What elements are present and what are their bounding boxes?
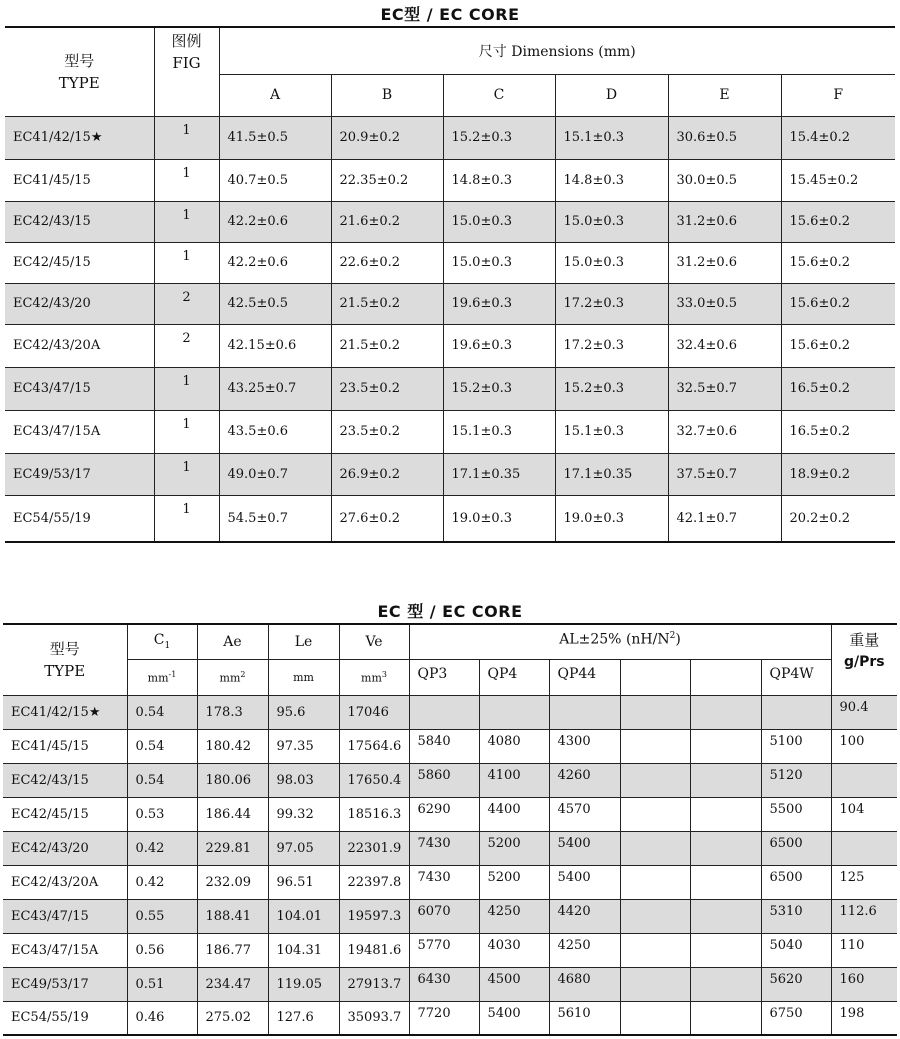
dim-cell: 15.1±0.3 xyxy=(555,410,668,453)
table1-title: EC型 / EC CORE xyxy=(380,5,520,24)
table-row xyxy=(5,116,895,159)
al-cell xyxy=(690,763,761,797)
table-row xyxy=(5,201,895,242)
ve-cell: 22397.8 xyxy=(339,865,409,899)
ae-cell: 186.44 xyxy=(197,797,268,831)
type-cell: EC41/42/15★ xyxy=(3,695,127,729)
dim-cell: 16.5±0.2 xyxy=(781,367,895,410)
dim-cell: 20.9±0.2 xyxy=(331,116,443,159)
fig-cell: 1 xyxy=(154,495,219,542)
dim-cell: 15.1±0.3 xyxy=(443,410,555,453)
dim-cell: 23.5±0.2 xyxy=(331,410,443,453)
weight-header-cn: 重量 xyxy=(849,631,880,649)
ve-cell: 17564.6 xyxy=(339,729,409,763)
c1-cell: 0.46 xyxy=(127,1001,197,1035)
dim-cell: 15.4±0.2 xyxy=(781,116,895,159)
dim-cell: 17.2±0.3 xyxy=(555,283,668,324)
type-header-cn: 型号 xyxy=(64,51,95,70)
c1-cell: 0.54 xyxy=(127,729,197,763)
ae-cell: 180.42 xyxy=(197,729,268,763)
dim-cell: 21.5±0.2 xyxy=(331,283,443,324)
al-cell: 4400 xyxy=(479,797,549,831)
c1-cell: 0.55 xyxy=(127,899,197,933)
type-cell: EC41/45/15 xyxy=(5,159,154,201)
le-cell: 119.05 xyxy=(268,967,339,1001)
weight-cell: 104 xyxy=(831,797,897,831)
dim-col-header: F xyxy=(781,74,895,116)
type-cell: EC43/47/15A xyxy=(5,410,154,453)
ae-cell: 188.41 xyxy=(197,899,268,933)
dim-cell: 22.6±0.2 xyxy=(331,242,443,283)
al-cell: 4030 xyxy=(479,933,549,967)
table-row xyxy=(3,899,897,933)
type-cell: EC42/45/15 xyxy=(5,242,154,283)
fig-cell: 1 xyxy=(154,201,219,242)
dim-cell: 18.9±0.2 xyxy=(781,453,895,495)
dim-cell: 15.2±0.3 xyxy=(555,367,668,410)
table-row xyxy=(5,453,895,495)
al-cell: 4250 xyxy=(549,933,620,967)
c1-cell: 0.42 xyxy=(127,865,197,899)
dim-cell: 19.0±0.3 xyxy=(443,495,555,542)
dim-cell: 19.6±0.3 xyxy=(443,324,555,367)
type-cell: EC42/43/15 xyxy=(5,201,154,242)
al-cell: 5200 xyxy=(479,865,549,899)
ae-header: Ae xyxy=(197,624,268,659)
al-cell: 4500 xyxy=(479,967,549,1001)
ae-unit: $mm^2$ xyxy=(197,659,268,695)
parameters-table xyxy=(3,623,897,1036)
al-cell xyxy=(620,865,690,899)
al-cell: 5400 xyxy=(549,831,620,865)
weight-cell: 112.6 xyxy=(831,899,897,933)
weight-cell: 110 xyxy=(831,933,897,967)
al-cell: 5620 xyxy=(761,967,831,1001)
al-cell xyxy=(620,763,690,797)
ae-cell: 186.77 xyxy=(197,933,268,967)
al-cell: 5400 xyxy=(549,865,620,899)
al-cell: 5200 xyxy=(479,831,549,865)
c1-cell: 0.42 xyxy=(127,831,197,865)
c1-cell: 0.53 xyxy=(127,797,197,831)
dim-cell: 15.0±0.3 xyxy=(443,201,555,242)
dim-col-header: D xyxy=(555,74,668,116)
fig-cell: 1 xyxy=(154,116,219,159)
al-cell: 5100 xyxy=(761,729,831,763)
table-row xyxy=(3,1001,897,1035)
type-cell: EC42/43/15 xyxy=(3,763,127,797)
al-cell: 5310 xyxy=(761,899,831,933)
al-cell: 4250 xyxy=(479,899,549,933)
al-cell: 7430 xyxy=(409,865,479,899)
al-header: AL±25% $(nH/N^2)$ xyxy=(409,624,831,659)
al-cell xyxy=(620,695,690,729)
al-col-header xyxy=(690,659,761,695)
table-row xyxy=(5,410,895,453)
dim-cell: 32.7±0.6 xyxy=(668,410,781,453)
al-cell xyxy=(761,695,831,729)
dim-cell: 42.5±0.5 xyxy=(219,283,331,324)
table-row xyxy=(3,865,897,899)
ve-cell: 18516.3 xyxy=(339,797,409,831)
ae-cell: 275.02 xyxy=(197,1001,268,1035)
al-cell xyxy=(690,865,761,899)
dim-cell: 14.8±0.3 xyxy=(555,159,668,201)
al-cell: 4570 xyxy=(549,797,620,831)
le-cell: 98.03 xyxy=(268,763,339,797)
le-cell: 127.6 xyxy=(268,1001,339,1035)
al-cell xyxy=(620,797,690,831)
le-cell: 99.32 xyxy=(268,797,339,831)
dim-col-header: B xyxy=(331,74,443,116)
dim-cell: 43.25±0.7 xyxy=(219,367,331,410)
al-cell: 6750 xyxy=(761,1001,831,1035)
table2-title: EC 型 / EC CORE xyxy=(377,602,523,621)
al-cell xyxy=(620,967,690,1001)
table-row xyxy=(3,831,897,865)
al-cell xyxy=(690,797,761,831)
al-cell: 4680 xyxy=(549,967,620,1001)
dim-cell: 19.6±0.3 xyxy=(443,283,555,324)
ve-cell: 22301.9 xyxy=(339,831,409,865)
c1-unit: $mm^{-1}$ xyxy=(127,659,197,695)
dim-col-header: A xyxy=(219,74,331,116)
type-cell: EC41/42/15★ xyxy=(5,116,154,159)
fig-header-cn: 图例 xyxy=(171,32,202,50)
al-cell xyxy=(620,831,690,865)
al-cell xyxy=(690,899,761,933)
dimensions-header: 尺寸 Dimensions (mm) xyxy=(219,27,895,74)
dim-cell: 31.2±0.6 xyxy=(668,201,781,242)
al-cell: 4300 xyxy=(549,729,620,763)
weight-cell: 100 xyxy=(831,729,897,763)
fig-cell: 1 xyxy=(154,367,219,410)
dim-cell: 20.2±0.2 xyxy=(781,495,895,542)
dim-cell: 37.5±0.7 xyxy=(668,453,781,495)
type-cell: EC42/43/20A xyxy=(3,865,127,899)
table-row xyxy=(5,367,895,410)
type-header-en: TYPE xyxy=(58,73,100,92)
dim-cell: 43.5±0.6 xyxy=(219,410,331,453)
al-cell: 5500 xyxy=(761,797,831,831)
al-cell: 6500 xyxy=(761,865,831,899)
al-cell: 6430 xyxy=(409,967,479,1001)
table-row xyxy=(5,324,895,367)
le-cell: 96.51 xyxy=(268,865,339,899)
le-cell: 95.6 xyxy=(268,695,339,729)
c1-header: $C_1$ xyxy=(127,624,197,659)
weight-cell: 160 xyxy=(831,967,897,1001)
al-col-header: QP4W xyxy=(761,659,831,695)
type-cell: EC54/55/19 xyxy=(3,1001,127,1035)
type-cell: EC43/47/15A xyxy=(3,933,127,967)
type-cell: EC42/43/20A xyxy=(5,324,154,367)
al-cell xyxy=(690,831,761,865)
dim-cell: 42.2±0.6 xyxy=(219,242,331,283)
ae-cell: 178.3 xyxy=(197,695,268,729)
dim-cell: 21.5±0.2 xyxy=(331,324,443,367)
ve-cell: 19597.3 xyxy=(339,899,409,933)
type-cell: EC41/45/15 xyxy=(3,729,127,763)
le-cell: 97.35 xyxy=(268,729,339,763)
ve-header: Ve xyxy=(339,624,409,659)
al-cell xyxy=(690,729,761,763)
al-cell xyxy=(620,1001,690,1035)
al-cell: 6290 xyxy=(409,797,479,831)
fig-cell: 1 xyxy=(154,410,219,453)
weight-header-en: g/Prs xyxy=(843,654,885,670)
weight-cell: 198 xyxy=(831,1001,897,1035)
dim-cell: 15.6±0.2 xyxy=(781,283,895,324)
fig-cell: 1 xyxy=(154,453,219,495)
fig-cell: 2 xyxy=(154,283,219,324)
al-cell: 5840 xyxy=(409,729,479,763)
dim-col-header: C xyxy=(443,74,555,116)
dim-cell: 15.2±0.3 xyxy=(443,116,555,159)
c1-cell: 0.54 xyxy=(127,695,197,729)
type-header-2-en: TYPE xyxy=(44,661,86,680)
al-cell xyxy=(620,933,690,967)
dim-col-header: E xyxy=(668,74,781,116)
dim-cell: 23.5±0.2 xyxy=(331,367,443,410)
ve-cell: 17046 xyxy=(339,695,409,729)
le-cell: 104.31 xyxy=(268,933,339,967)
al-col-header xyxy=(620,659,690,695)
c1-cell: 0.56 xyxy=(127,933,197,967)
weight-cell xyxy=(831,831,897,865)
al-cell xyxy=(690,695,761,729)
dim-cell: 15.6±0.2 xyxy=(781,324,895,367)
al-cell: 6500 xyxy=(761,831,831,865)
type-cell: EC42/43/20 xyxy=(3,831,127,865)
dim-cell: 42.15±0.6 xyxy=(219,324,331,367)
ae-cell: 234.47 xyxy=(197,967,268,1001)
al-cell xyxy=(690,933,761,967)
dim-cell: 21.6±0.2 xyxy=(331,201,443,242)
dim-cell: 17.1±0.35 xyxy=(555,453,668,495)
dim-cell: 30.6±0.5 xyxy=(668,116,781,159)
al-col-header: QP44 xyxy=(549,659,620,695)
table-row xyxy=(3,967,897,1001)
dim-cell: 26.9±0.2 xyxy=(331,453,443,495)
dim-cell: 16.5±0.2 xyxy=(781,410,895,453)
al-col-header: QP3 xyxy=(409,659,479,695)
al-cell: 5040 xyxy=(761,933,831,967)
type-header-2 xyxy=(3,624,127,695)
fig-cell: 1 xyxy=(154,242,219,283)
dim-cell: 27.6±0.2 xyxy=(331,495,443,542)
type-cell: EC49/53/17 xyxy=(3,967,127,1001)
ve-cell: 19481.6 xyxy=(339,933,409,967)
weight-header xyxy=(831,624,897,695)
al-cell: 6070 xyxy=(409,899,479,933)
table-row xyxy=(3,729,897,763)
al-cell xyxy=(620,899,690,933)
dim-cell: 19.0±0.3 xyxy=(555,495,668,542)
al-cell: 5860 xyxy=(409,763,479,797)
dim-cell: 30.0±0.5 xyxy=(668,159,781,201)
dimensions-table xyxy=(5,26,895,543)
table-row xyxy=(3,933,897,967)
al-cell xyxy=(549,695,620,729)
dim-cell: 15.45±0.2 xyxy=(781,159,895,201)
table-row xyxy=(3,695,897,729)
al-cell xyxy=(409,695,479,729)
al-cell: 5770 xyxy=(409,933,479,967)
dim-cell: 40.7±0.5 xyxy=(219,159,331,201)
dim-cell: 15.6±0.2 xyxy=(781,201,895,242)
type-header xyxy=(5,27,154,116)
al-cell xyxy=(620,729,690,763)
le-cell: 104.01 xyxy=(268,899,339,933)
al-cell xyxy=(690,1001,761,1035)
ve-cell: 17650.4 xyxy=(339,763,409,797)
dim-cell: 54.5±0.7 xyxy=(219,495,331,542)
le-header: Le xyxy=(268,624,339,659)
al-cell xyxy=(690,967,761,1001)
dim-cell: 22.35±0.2 xyxy=(331,159,443,201)
dim-cell: 14.8±0.3 xyxy=(443,159,555,201)
al-cell: 4260 xyxy=(549,763,620,797)
fig-cell: 2 xyxy=(154,324,219,367)
al-cell: 5400 xyxy=(479,1001,549,1035)
dim-cell: 42.2±0.6 xyxy=(219,201,331,242)
al-cell: 5120 xyxy=(761,763,831,797)
type-cell: EC49/53/17 xyxy=(5,453,154,495)
dim-cell: 15.1±0.3 xyxy=(555,116,668,159)
type-cell: EC43/47/15 xyxy=(5,367,154,410)
dim-cell: 15.0±0.3 xyxy=(443,242,555,283)
dim-cell: 15.6±0.2 xyxy=(781,242,895,283)
dim-cell: 41.5±0.5 xyxy=(219,116,331,159)
le-cell: 97.05 xyxy=(268,831,339,865)
ve-cell: 35093.7 xyxy=(339,1001,409,1035)
type-cell: EC42/45/15 xyxy=(3,797,127,831)
dim-cell: 17.1±0.35 xyxy=(443,453,555,495)
dim-cell: 42.1±0.7 xyxy=(668,495,781,542)
type-cell: EC42/43/20 xyxy=(5,283,154,324)
table-row xyxy=(3,797,897,831)
ae-cell: 232.09 xyxy=(197,865,268,899)
al-cell: 4420 xyxy=(549,899,620,933)
al-cell: 5610 xyxy=(549,1001,620,1035)
dim-cell: 32.4±0.6 xyxy=(668,324,781,367)
al-cell xyxy=(479,695,549,729)
al-col-header: QP4 xyxy=(479,659,549,695)
dim-cell: 31.2±0.6 xyxy=(668,242,781,283)
le-unit: mm xyxy=(268,659,339,695)
weight-cell: 90.4 xyxy=(831,695,897,729)
al-cell: 7430 xyxy=(409,831,479,865)
c1-cell: 0.51 xyxy=(127,967,197,1001)
ve-unit: $mm^3$ xyxy=(339,659,409,695)
dim-cell: 15.0±0.3 xyxy=(555,242,668,283)
fig-header-en: FIG xyxy=(172,54,201,72)
c1-cell: 0.54 xyxy=(127,763,197,797)
ae-cell: 229.81 xyxy=(197,831,268,865)
ae-cell: 180.06 xyxy=(197,763,268,797)
ve-cell: 27913.7 xyxy=(339,967,409,1001)
fig-header xyxy=(154,27,219,116)
table-row xyxy=(5,242,895,283)
table-row xyxy=(5,283,895,324)
table-row xyxy=(5,159,895,201)
table-row xyxy=(3,763,897,797)
type-header-2-cn: 型号 xyxy=(49,639,80,658)
dim-cell: 15.0±0.3 xyxy=(555,201,668,242)
dim-cell: 33.0±0.5 xyxy=(668,283,781,324)
weight-cell xyxy=(831,763,897,797)
type-cell: EC43/47/15 xyxy=(3,899,127,933)
dim-cell: 15.2±0.3 xyxy=(443,367,555,410)
dim-cell: 49.0±0.7 xyxy=(219,453,331,495)
type-cell: EC54/55/19 xyxy=(5,495,154,542)
fig-cell: 1 xyxy=(154,159,219,201)
weight-cell: 125 xyxy=(831,865,897,899)
al-cell: 4100 xyxy=(479,763,549,797)
table-row xyxy=(5,495,895,542)
al-cell: 7720 xyxy=(409,1001,479,1035)
dim-cell: 17.2±0.3 xyxy=(555,324,668,367)
dim-cell: 32.5±0.7 xyxy=(668,367,781,410)
al-cell: 4080 xyxy=(479,729,549,763)
